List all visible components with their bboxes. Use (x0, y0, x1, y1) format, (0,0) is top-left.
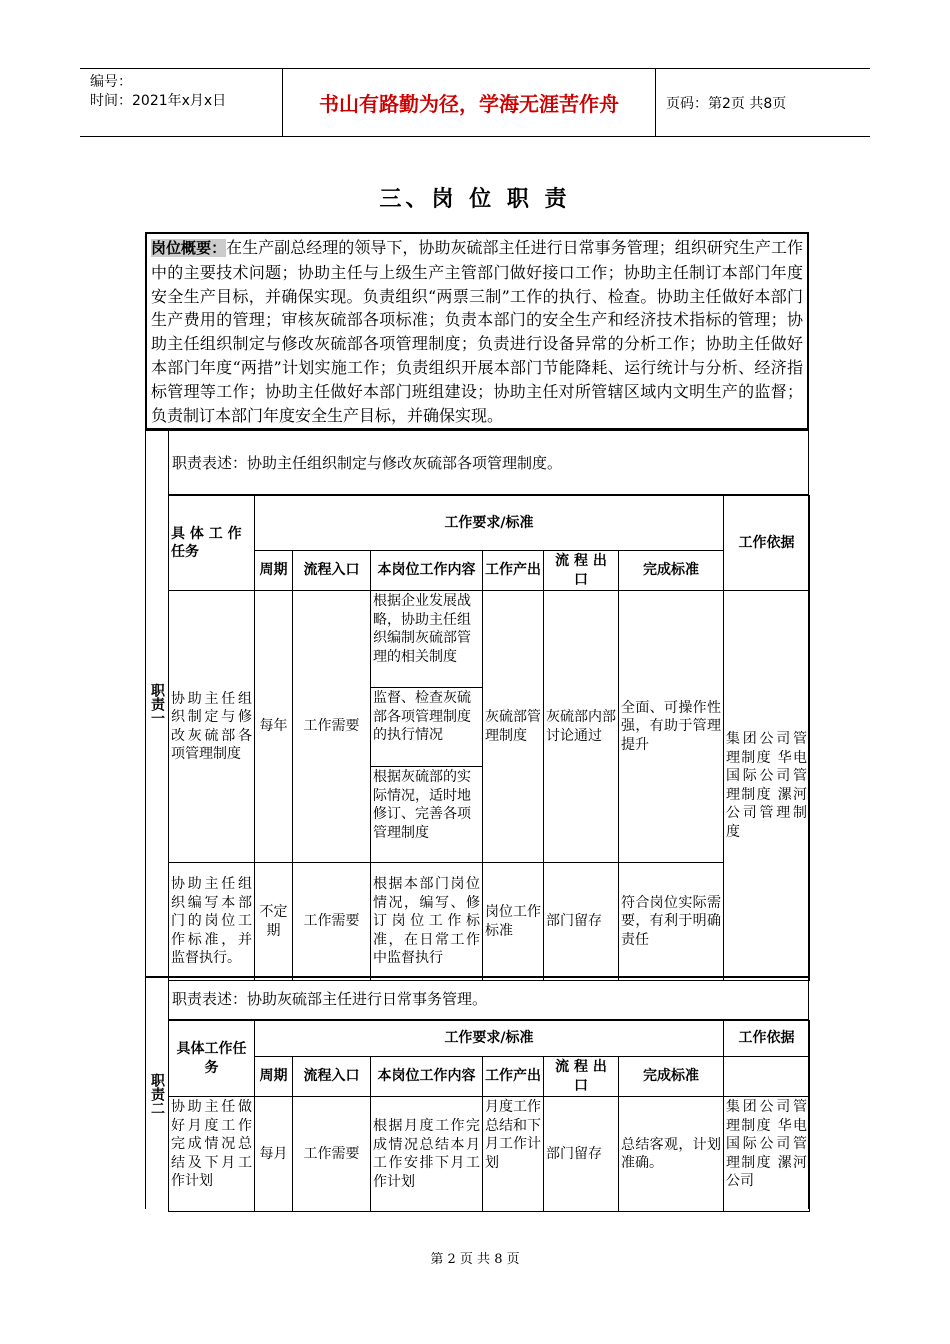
col-output-header: 工作产出 (483, 1057, 544, 1097)
page-header (80, 68, 870, 137)
col-entry-header: 流程入口 (293, 551, 371, 591)
output-cell: 岗位工作标准 (483, 863, 544, 981)
duty-two-description: 职责表述：协助灰硫部主任进行日常事务管理。 (168, 978, 808, 1020)
duty-two-label: 职责二 (146, 978, 169, 1209)
col-exit-header: 流 程 出 口 (544, 1057, 619, 1097)
document-time: 时间：2021年x月x日 (90, 93, 227, 109)
period-cell: 每月 (255, 1097, 293, 1212)
document-number-label: 编号： (90, 74, 132, 90)
col-basis-header: 工作依据 (724, 496, 810, 591)
standard-cell: 全面、可操作性强，有助于管理提升 (619, 591, 724, 863)
col-output-header: 工作产出 (483, 551, 544, 591)
col-standard-header: 完成标准 (619, 1057, 724, 1097)
task-cell: 协助主任组织编写本部门的岗位工作标准，并监督执行。 (169, 863, 255, 981)
col-content-header: 本岗位工作内容 (371, 551, 483, 591)
entry-cell: 工作需要 (293, 1097, 371, 1212)
overview-label: 岗位概要： (151, 239, 227, 257)
basis-cell: 集团公司管理制度 华电国际公司管理制度 漯河公司 (724, 1097, 810, 1212)
exit-cell: 部门留存 (544, 1097, 619, 1212)
entry-cell: 工作需要 (293, 591, 371, 863)
duty-one-label: 职责一 (146, 431, 169, 976)
col-entry-header: 流程入口 (293, 1057, 371, 1097)
content-cell (371, 591, 483, 863)
entry-cell: 工作需要 (293, 863, 371, 981)
col-standard-header: 完成标准 (619, 551, 724, 591)
content-item: 监督、检查灰硫部各项管理制度的执行情况 (371, 688, 482, 767)
content-item: 根据企业发展战略，协助主任组织编制灰硫部管理的相关制度 (371, 591, 482, 688)
task-cell: 协助主任做好月度工作完成情况总结及下月工作计划 (169, 1097, 255, 1212)
standard-cell: 总结客观，计划准确。 (619, 1097, 724, 1212)
empty-cell (724, 1057, 810, 1097)
content-item: 根据灰硫部的实际情况，适时地修订、完善各项管理制度 (373, 769, 471, 841)
task-cell: 协助主任组织制定与修改灰硫部各项管理制度 (169, 591, 255, 863)
col-task-header: 具体工作任务 (169, 1021, 255, 1097)
content-cell: 根据月度工作完成情况总结本月工作安排下月工作计划 (371, 1097, 483, 1212)
period-cell: 每年 (255, 591, 293, 863)
table-row (169, 591, 810, 863)
col-period-header: 周期 (255, 1057, 293, 1097)
content-cell: 根据本部门岗位情况，编写、修订岗位工作标准，在日常工作中监督执行 (371, 863, 483, 981)
header-page-info: 页码：第2页 共8页 (666, 95, 787, 112)
table-row (169, 1097, 810, 1212)
table-row (169, 863, 810, 981)
duty-one-table (168, 495, 810, 981)
overview-text: 在生产副总经理的领导下，协助灰硫部主任进行日常事务管理；组织研究生产工作中的主要技术问题；协助主任与上级生产主管部门做好接口工作；协助主任制订本部门年度安全生产目标，并确保实现。负责组织“两票三制”工作的执行、检查。协助主任做好本部门生产费用的管理；审核灰硫部各项标准；负责本部门的安全生产和经济技术指标的管理；协助主任组织制定与修改灰硫部各项管理制度；负责进行设备异常的分析工作；协助主任做好本部门年度“两措”计划实施工作；负责组织开展本部门节能降耗、运行统计与分析、经济指标管理等工作；协助主任做好本部门班组建设；协助主任对所管辖区域内文明生产的监督；负责制订本部门年度安全生产目标，并确保实现。 (151, 238, 803, 425)
duty-one-description: 职责表述：协助主任组织制定与修改灰硫部各项管理制度。 (168, 431, 808, 495)
col-requirements-header: 工作要求/标准 (255, 496, 724, 551)
basis-cell: 集团公司管理制度 华电国际公司管理制度 漯河公司管理制度 (724, 591, 810, 981)
col-basis-header: 工作依据 (724, 1021, 810, 1057)
header-motto: 书山有路勤为径，学海无涯苦作舟 (283, 69, 656, 136)
output-cell: 灰硫部管理制度 (483, 591, 544, 863)
col-content-header: 本岗位工作内容 (371, 1057, 483, 1097)
duty-one-block (145, 430, 809, 977)
col-period-header: 周期 (255, 551, 293, 591)
period-cell: 不定期 (255, 863, 293, 981)
col-task-header: 具 体 工 作 任务 (169, 496, 255, 591)
col-requirements-header: 工作要求/标准 (255, 1021, 724, 1057)
job-overview (145, 232, 809, 430)
exit-cell: 部门留存 (544, 863, 619, 981)
duty-two-block (145, 977, 809, 1209)
output-cell: 月度工作总结和下月工作计划 (483, 1097, 544, 1212)
duty-two-table (168, 1020, 810, 1212)
col-exit-header: 流 程 出 口 (544, 551, 619, 591)
header-meta (80, 69, 283, 136)
page-footer: 第 2 页 共 8 页 (430, 1252, 520, 1267)
section-title: 三、岗 位 职 责 (379, 187, 571, 212)
exit-cell: 灰硫部内部讨论通过 (544, 591, 619, 863)
standard-cell: 符合岗位实际需要，有利于明确责任 (619, 863, 724, 981)
